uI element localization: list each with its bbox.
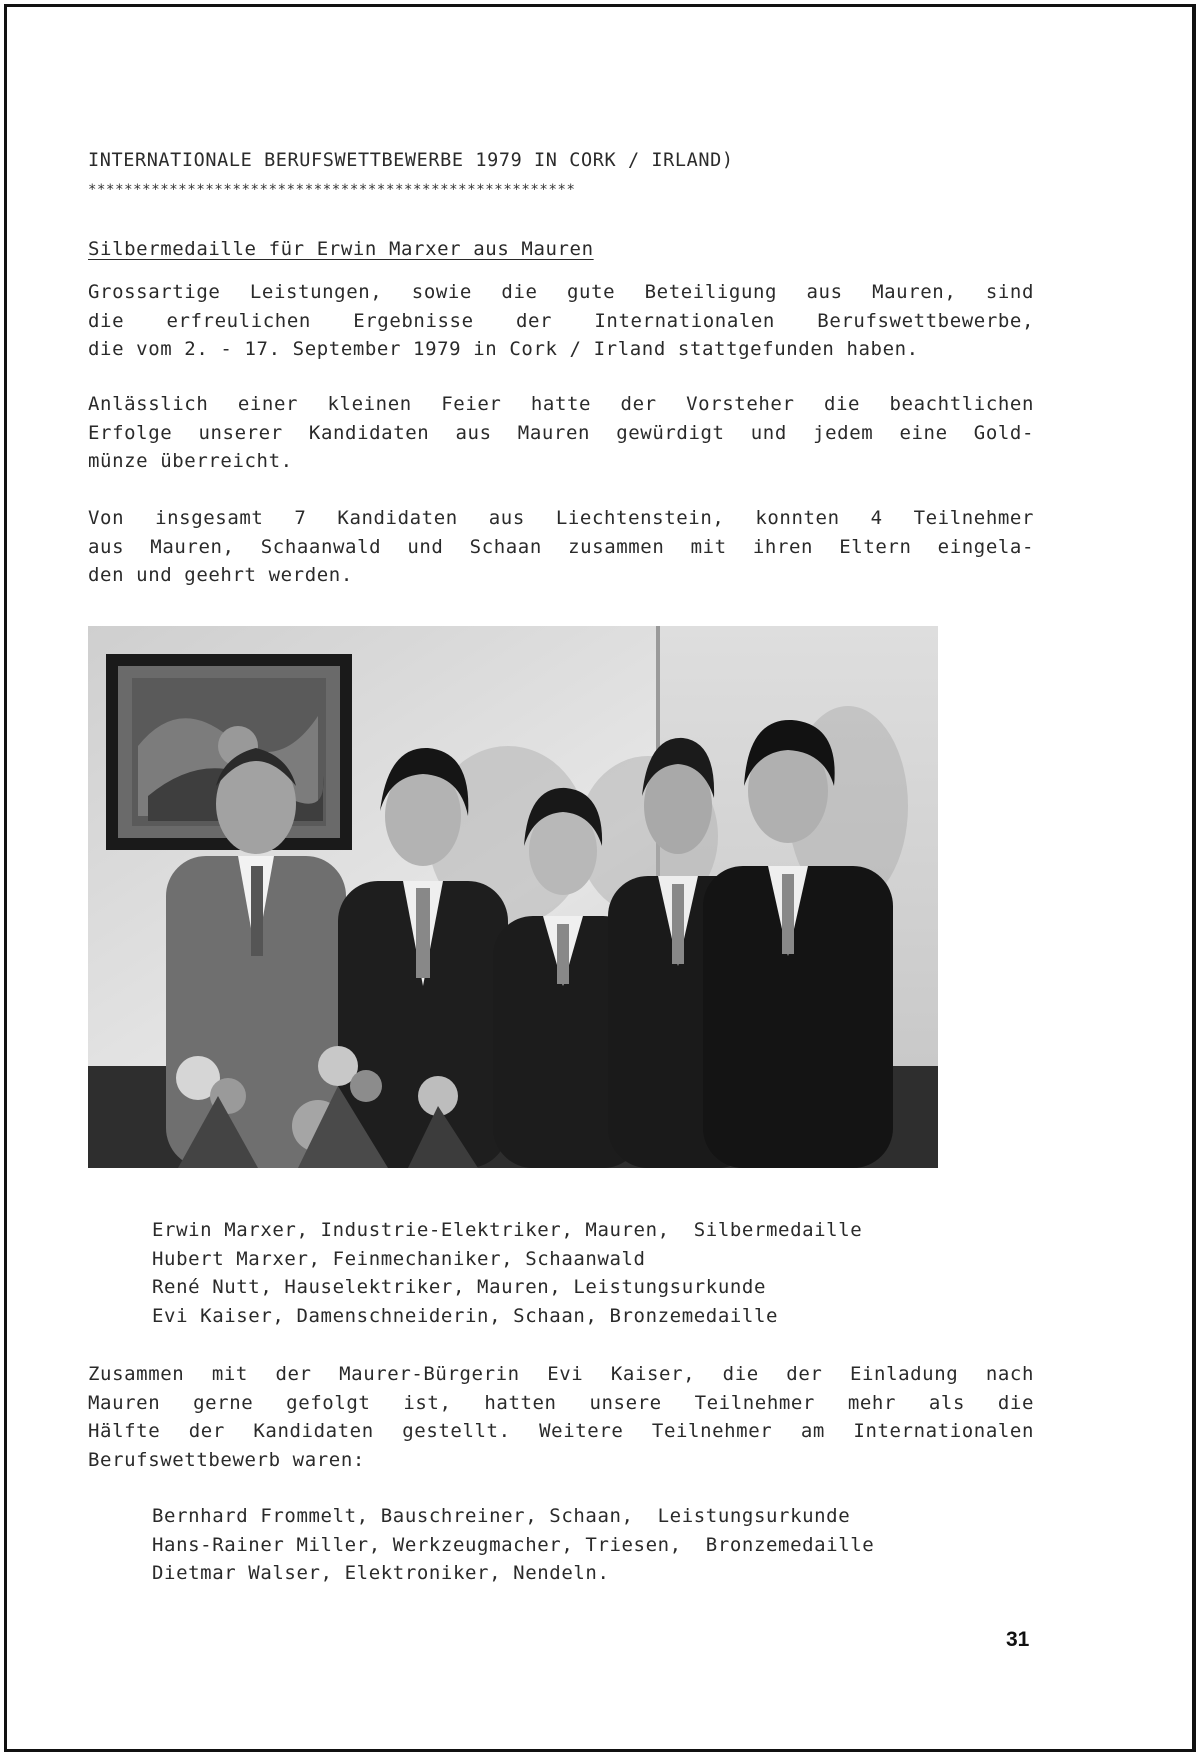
participant-line: Dietmar Walser, Elektroniker, Nendeln. xyxy=(152,1562,610,1584)
paragraph-line: Erfolge unserer Kandidaten aus Mauren gewürdigt und jedem eine Gold- xyxy=(88,421,1034,444)
paragraph-candidates xyxy=(88,504,1034,590)
paragraph-line: Berufswettbewerb waren: xyxy=(88,1448,365,1471)
paragraph-line: den und geehrt werden. xyxy=(88,564,353,586)
paragraph-line: Zusammen mit der Maurer-Bürgerin Evi Kaiser, die der Einladung nach xyxy=(88,1363,1034,1385)
paragraph-line: die erfreulichen Ergebnisse der Internationalen Berufswettbewerbe, xyxy=(88,309,1034,332)
paragraph-summary xyxy=(88,1360,1034,1474)
page-heading: INTERNATIONALE BERUFSWETTBEWERBE 1979 IN CORK / IRLAND) xyxy=(88,150,734,171)
other-participants-list xyxy=(152,1502,874,1588)
caption-line: Hubert Marxer, Feinmechaniker, Schaanwald xyxy=(152,1247,646,1270)
caption-line: Evi Kaiser, Damenschneiderin, Schaan, Bronzemedaille xyxy=(152,1304,779,1327)
paragraph-line: münze überreicht. xyxy=(88,450,293,472)
heading-rule: ****************************************************** xyxy=(88,182,576,198)
paragraph-line: Anlässlich einer kleinen Feier hatte der Vorsteher die beachtlichen xyxy=(88,393,1034,415)
group-photo xyxy=(88,626,938,1168)
paragraph-line: aus Mauren, Schaanwald und Schaan zusammen mit ihren Eltern eingela- xyxy=(88,535,1034,558)
participant-line: Hans-Rainer Miller, Werkzeugmacher, Triesen, Bronzemedaille xyxy=(152,1533,875,1556)
paragraph-line: Grossartige Leistungen, sowie die gute Beteiligung aus Mauren, sind xyxy=(88,281,1034,303)
paragraph-intro xyxy=(88,278,1034,364)
paragraph-celebration xyxy=(88,390,1034,476)
paragraph-line: die vom 2. - 17. September 1979 in Cork / Irland stattgefunden haben. xyxy=(88,338,919,360)
caption-line: Erwin Marxer, Industrie-Elektriker, Mauren, Silbermedaille xyxy=(152,1219,863,1241)
page-number: 31 xyxy=(1006,1628,1030,1651)
paragraph-line: Von insgesamt 7 Kandidaten aus Liechtenstein, konnten 4 Teilnehmer xyxy=(88,507,1034,529)
participant-line: Bernhard Frommelt, Bauschreiner, Schaan, Leistungsurkunde xyxy=(152,1505,851,1527)
caption-line: René Nutt, Hauselektriker, Mauren, Leistungsurkunde xyxy=(152,1276,766,1298)
paragraph-line: Hälfte der Kandidaten gestellt. Weitere Teilnehmer am Internationalen xyxy=(88,1420,1034,1442)
paragraph-line: Mauren gerne gefolgt ist, hatten unsere Teilnehmer mehr als die xyxy=(88,1391,1034,1414)
article-subtitle: Silbermedaille für Erwin Marxer aus Mauren xyxy=(88,238,594,260)
photo-caption-list xyxy=(152,1216,862,1330)
